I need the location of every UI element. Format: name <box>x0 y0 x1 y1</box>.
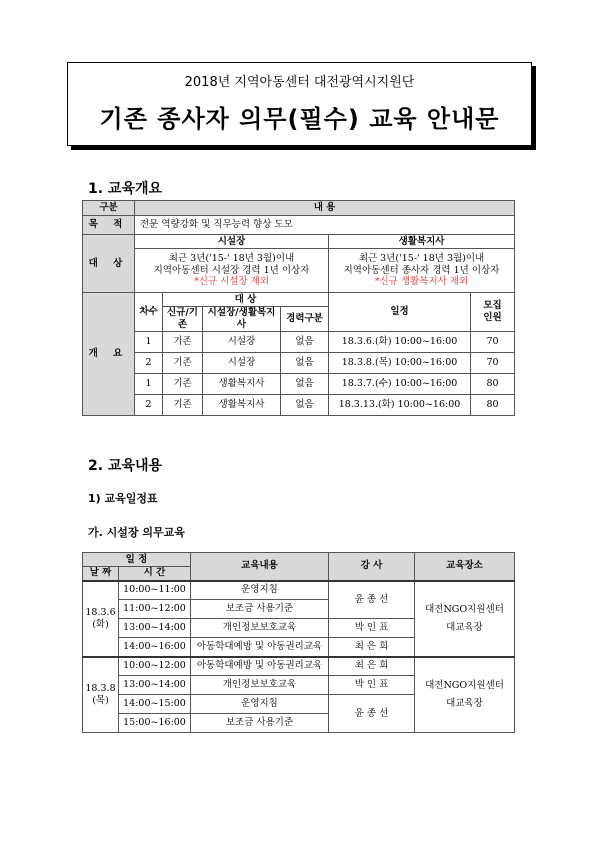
cell-time: 11:00~12:00 <box>119 600 191 619</box>
cell-content: 아동학대예방 및 아동권리교육 <box>191 638 329 657</box>
cell-type: 기존 <box>163 373 203 394</box>
header-target: 대 상 <box>163 293 329 307</box>
header-type: 신규/기존 <box>163 307 203 332</box>
place-line1: 대전NGO지원센터 <box>425 603 504 615</box>
header-capacity <box>471 293 515 332</box>
target-worker-note: *신규 생활복지사 제외 <box>374 276 469 288</box>
place-line2: 대교육장 <box>446 697 483 709</box>
cell-instructor: 윤 종 선 <box>329 581 415 619</box>
target-worker-line2: 지역아동센터 종사자 경력 1년 이상자 <box>343 264 500 276</box>
table-row <box>83 373 515 394</box>
schedule-table <box>82 552 515 733</box>
cell-instructor: 최 은 희 <box>329 638 415 657</box>
cell-place <box>415 657 515 733</box>
target-director-line2: 지역아동센터 시설장 경력 1년 이상자 <box>153 264 310 276</box>
table-row <box>83 331 515 352</box>
cell-round: 1 <box>135 373 163 394</box>
table-row <box>83 581 515 600</box>
header-schedule: 일정 <box>329 293 471 332</box>
cell-instructor: 최 은 희 <box>329 657 415 676</box>
cell-career: 없음 <box>281 352 329 373</box>
section-heading-overview: 1. 교육개요 <box>88 181 163 197</box>
document-title: 기존 종사자 의무(필수) 교육 안내문 <box>99 105 500 133</box>
cell-round: 2 <box>135 394 163 415</box>
purpose-label: 목 적 <box>83 216 135 235</box>
header-content: 교육내용 <box>191 553 329 581</box>
cell-place <box>415 581 515 657</box>
header-category: 구분 <box>83 201 135 216</box>
target-director-desc <box>135 249 329 293</box>
cell-time: 15:00~16:00 <box>119 714 191 733</box>
cell-role: 시설장 <box>203 331 281 352</box>
cell-time: 14:00~16:00 <box>119 638 191 657</box>
cell-career: 없음 <box>281 373 329 394</box>
document-subtitle: 2018년 지역아동센터 대전광역시지원단 <box>184 75 415 90</box>
header-schedule: 일 정 <box>83 553 191 567</box>
cell-instructor: 박 인 표 <box>329 619 415 638</box>
table-row <box>83 394 515 415</box>
overview-table <box>82 200 515 416</box>
cell-schedule: 18.3.6.(화) 10:00~16:00 <box>329 331 471 352</box>
weekday-text: (목) <box>92 694 109 706</box>
header-capacity-line1: 모집 <box>483 300 502 311</box>
subheading-schedule: 1) 교육일정표 <box>88 492 158 505</box>
cell-schedule: 18.3.7.(수) 10:00~16:00 <box>329 373 471 394</box>
header-content: 내 용 <box>135 201 515 216</box>
cell-content: 개인정보보호교육 <box>191 676 329 695</box>
cell-content: 개인정보보호교육 <box>191 619 329 638</box>
cell-type: 기존 <box>163 394 203 415</box>
cell-instructor: 윤 종 선 <box>329 695 415 733</box>
table-row <box>83 657 515 676</box>
cell-time: 13:00~14:00 <box>119 619 191 638</box>
table-row <box>83 352 515 373</box>
cell-type: 기존 <box>163 352 203 373</box>
header-instructor: 강 사 <box>329 553 415 581</box>
section-heading-content: 2. 교육내용 <box>88 458 163 474</box>
cell-capacity: 70 <box>471 352 515 373</box>
cell-role: 생활복지사 <box>203 373 281 394</box>
purpose-text: 전문 역량강화 및 직무능력 향상 도모 <box>135 216 515 235</box>
target-worker-line1: 최근 3년('15-' 18년 3월)이내 <box>358 252 485 264</box>
target-director-title: 시설장 <box>135 235 329 249</box>
cell-round: 1 <box>135 331 163 352</box>
cell-capacity: 70 <box>471 331 515 352</box>
cell-content: 운영지침 <box>191 695 329 714</box>
header-career: 경력구분 <box>281 307 329 332</box>
date-text: 18.3.6 <box>85 606 116 618</box>
cell-capacity: 80 <box>471 373 515 394</box>
cell-type: 기존 <box>163 331 203 352</box>
header-role: 시설장/생활복지사 <box>203 307 281 332</box>
cell-time: 14:00~15:00 <box>119 695 191 714</box>
cell-time: 10:00~12:00 <box>119 657 191 676</box>
cell-schedule: 18.3.13.(화) 10:00~16:00 <box>329 394 471 415</box>
cell-round: 2 <box>135 352 163 373</box>
cell-content: 보조금 사용기준 <box>191 714 329 733</box>
overview-label: 개 요 <box>83 293 135 416</box>
target-label: 대 상 <box>83 235 135 293</box>
cell-schedule: 18.3.8.(목) 10:00~16:00 <box>329 352 471 373</box>
cell-content: 아동학대예방 및 아동권리교육 <box>191 657 329 676</box>
cell-time: 13:00~14:00 <box>119 676 191 695</box>
place-line1: 대전NGO지원센터 <box>425 679 504 691</box>
cell-role: 시설장 <box>203 352 281 373</box>
cell-capacity: 80 <box>471 394 515 415</box>
cell-career: 없음 <box>281 331 329 352</box>
header-date: 날 짜 <box>83 567 119 581</box>
cell-instructor: 박 인 표 <box>329 676 415 695</box>
cell-date <box>83 657 119 733</box>
date-text: 18.3.8 <box>85 682 116 694</box>
cell-date <box>83 581 119 657</box>
place-line2: 대교육장 <box>446 621 483 633</box>
target-director-note: *신규 시설장 제외 <box>193 276 270 288</box>
title-box <box>67 62 532 146</box>
header-round: 차수 <box>135 293 163 332</box>
cell-time: 10:00~11:00 <box>119 581 191 600</box>
weekday-text: (화) <box>92 618 109 630</box>
target-director-line1: 최근 3년('15-' 18년 3월)이내 <box>168 252 295 264</box>
header-time: 시 간 <box>119 567 191 581</box>
header-place: 교육장소 <box>415 553 515 581</box>
cell-role: 생활복지사 <box>203 394 281 415</box>
cell-content: 보조금 사용기준 <box>191 600 329 619</box>
target-worker-title: 생활복지사 <box>329 235 515 249</box>
cell-content: 운영지침 <box>191 581 329 600</box>
target-worker-desc <box>329 249 515 293</box>
cell-career: 없음 <box>281 394 329 415</box>
subheading-director-training: 가. 시설장 의무교육 <box>88 526 185 539</box>
header-capacity-line2: 인원 <box>483 311 502 323</box>
